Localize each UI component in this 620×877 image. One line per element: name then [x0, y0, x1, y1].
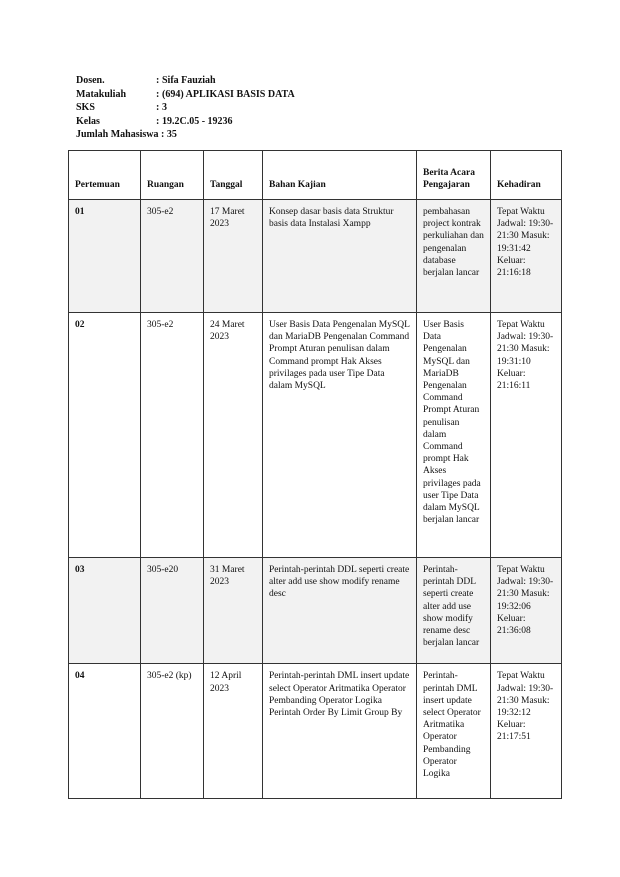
header-berita-acara: Berita Acara Pengajaran [417, 151, 491, 200]
meta-row-matakuliah [76, 88, 295, 102]
cell-kehadiran: Tepat Waktu Jadwal: 19:30-21:30 Masuk: 19:32:12 Keluar: 21:17:51 [491, 664, 562, 799]
meta-label: Dosen. [76, 75, 105, 86]
meta-separator: : [156, 88, 160, 100]
cell-ruangan: 305-e20 [141, 558, 204, 664]
cell-pertemuan: 03 [69, 558, 141, 664]
cell-berita-acara: Perintah-perintah DDL seperti create alter add use show modify rename desc berjalan lancar [417, 558, 491, 664]
meta-separator: : [156, 115, 160, 127]
meta-row-kelas [76, 115, 295, 129]
table-header-row [69, 151, 562, 200]
course-info [76, 74, 295, 142]
cell-pertemuan: 04 [69, 664, 141, 799]
meta-separator: : [156, 102, 160, 113]
cell-ruangan: 305-e2 [141, 313, 204, 558]
header-bahan-kajian: Bahan Kajian [263, 151, 417, 200]
cell-tanggal: 24 Maret 2023 [204, 313, 263, 558]
cell-bahan-kajian: Konsep dasar basis data Struktur basis data Instalasi Xampp [263, 200, 417, 313]
header-tanggal: Tanggal [204, 151, 263, 200]
table-row [69, 313, 562, 558]
meta-label: Matakuliah [76, 88, 127, 100]
meta-row-dosen [76, 74, 295, 88]
meta-label: Jumlah Mahasiswa [76, 129, 159, 140]
meta-label: Kelas [76, 115, 100, 127]
cell-tanggal: 31 Maret 2023 [204, 558, 263, 664]
cell-pertemuan: 02 [69, 313, 141, 558]
cell-bahan-kajian: Perintah-perintah DML insert update select Operator Aritmatika Operator Pembanding Operator Logika Perintah Order By Limit Group By [263, 664, 417, 799]
cell-bahan-kajian: Perintah-perintah DDL seperti create alter add use show modify rename desc [263, 558, 417, 664]
cell-kehadiran: Tepat Waktu Jadwal: 19:30-21:30 Masuk: 19:31:10 Keluar: 21:16:11 [491, 313, 562, 558]
meta-separator: : [158, 129, 167, 140]
table-row [69, 558, 562, 664]
header-kehadiran: Kehadiran [491, 151, 562, 200]
cell-tanggal: 12 April 2023 [204, 664, 263, 799]
cell-ruangan: 305-e2 [141, 200, 204, 313]
meta-label: SKS [76, 102, 95, 113]
cell-berita-acara: Perintah-perintah DML insert update select Operator Aritmatika Operator Pembanding Operator Logika [417, 664, 491, 799]
table-row [69, 200, 562, 313]
cell-ruangan: 305-e2 (kp) [141, 664, 204, 799]
cell-kehadiran: Tepat Waktu Jadwal: 19:30-21:30 Masuk: 19:31:42 Keluar: 21:16:18 [491, 200, 562, 313]
meta-value: 35 [166, 129, 177, 140]
header-ruangan: Ruangan [141, 151, 204, 200]
cell-berita-acara: User Basis Data Pengenalan MySQL dan MariaDB Pengenalan Command Prompt Aturan penulisan dalam Command prompt Hak Akses privilages pada user Tipe Data dalam MySQL berjalan lancar [417, 313, 491, 558]
meta-value: Sifa Fauziah [162, 75, 216, 86]
cell-bahan-kajian: User Basis Data Pengenalan MySQL dan MariaDB Pengenalan Command Prompt Aturan penulisan dalam Command prompt Hak Akses privilages pada user Tipe Data dalam MySQL [263, 313, 417, 558]
meta-row-jumlah [76, 128, 295, 142]
cell-kehadiran: Tepat Waktu Jadwal: 19:30-21:30 Masuk: 19:32:06 Keluar: 21:36:08 [491, 558, 562, 664]
cell-berita-acara: pembahasan project kontrak perkuliahan dan pengenalan database berjalan lancar [417, 200, 491, 313]
meta-value: (694) APLIKASI BASIS DATA [162, 88, 295, 100]
table-row [69, 664, 562, 799]
cell-tanggal: 17 Maret 2023 [204, 200, 263, 313]
cell-pertemuan: 01 [69, 200, 141, 313]
meta-row-sks [76, 101, 295, 115]
meta-value: 19.2C.05 - 19236 [162, 115, 233, 127]
meta-value: 3 [162, 102, 167, 113]
attendance-table [68, 150, 562, 799]
header-pertemuan: Pertemuan [69, 151, 141, 200]
meta-separator: : [156, 75, 160, 86]
